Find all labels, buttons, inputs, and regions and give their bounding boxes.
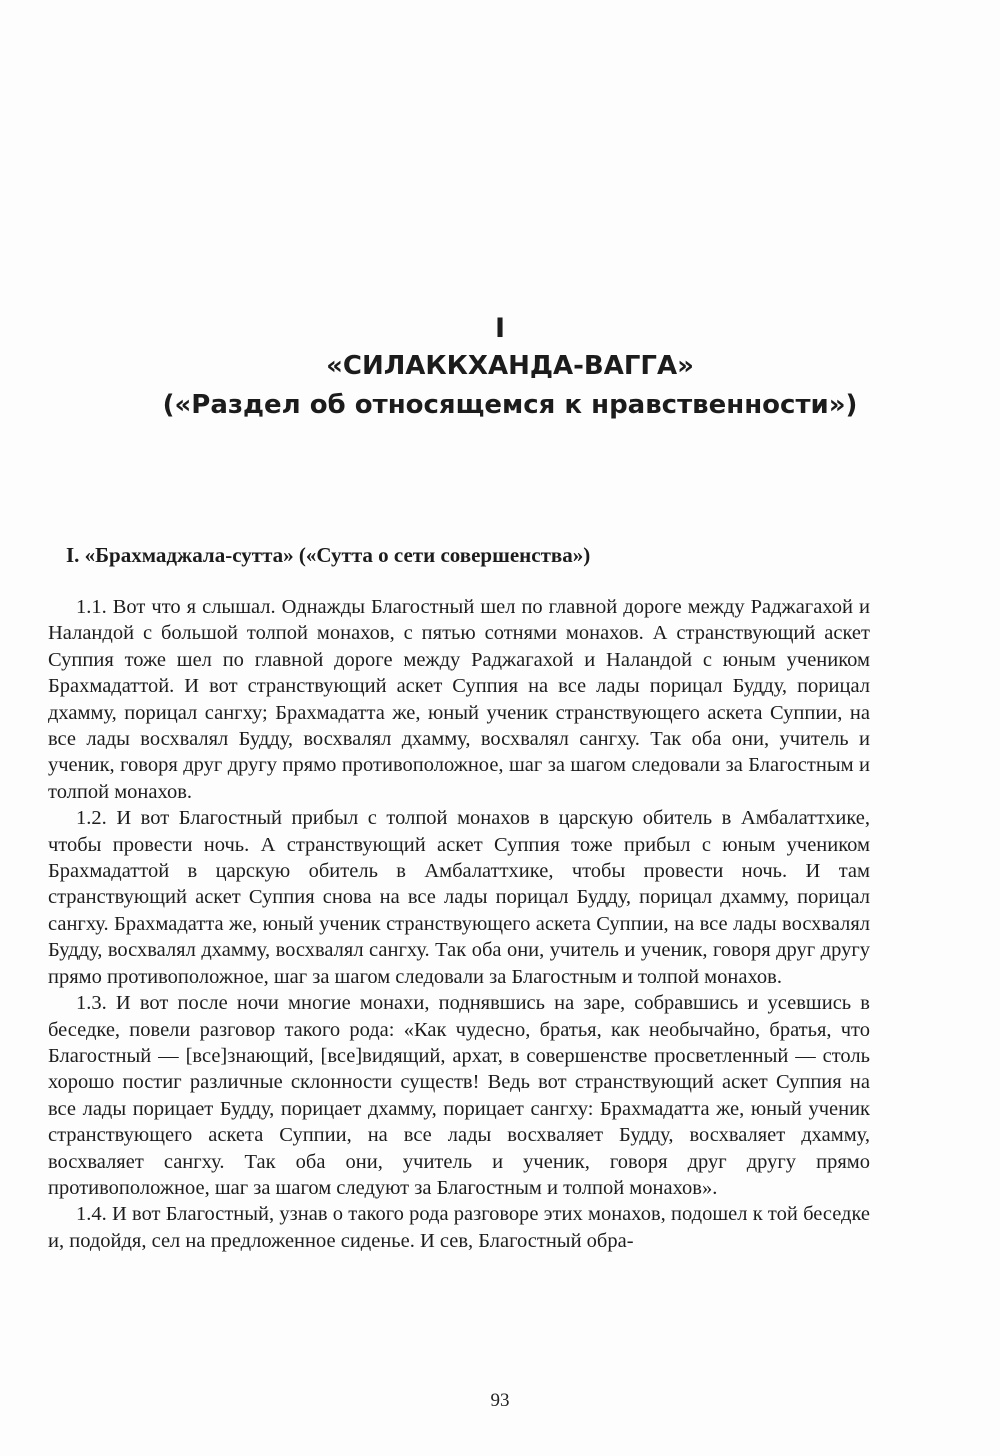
paragraph-1-2: 1.2. И вот Благостный прибыл с толпой монахов в царскую обитель в Амбалаттхике, чтобы провести ночь. А странствующий аскет Суппия тоже прибыл с юным учеником Брахмадаттой в царскую обитель в Амбалаттхике, чтобы провести ночь. И там странствующий аскет Суппия снова на все лады порицал Будду, порицал дхамму, порицал сангху. Брахмадатта же, юный ученик странствующего аскета Суппии, на все лады восхвалял Будду, восхвалял дхамму, восхвалял сангху. Так оба они, учитель и ученик, говоря друг другу прямо противоположное, шаг за шагом следовали за Благостным и толпой монахов. xyxy=(48,807,870,988)
paragraph-1-3: 1.3. И вот после ночи многие монахи, поднявшись на заре, собравшись и усевшись в беседке, повели разговор такого рода: «Как чудесно, братья, как необычайно, братья, что Благостный — [все]знающий, [все]видящий, архат, в совершенстве просветленный — столь хорошо постиг различные склонности существ! Ведь вот странствующий аскет Суппия на все лады порицает Будду, порицает дхамму, порицает сангху: Брахмадатта же, юный ученик странствующего аскета Суппии, на все лады восхваляет Будду, восхваляет дхамму, восхваляет сангху. Так оба они, учитель и ученик, говоря друг другу прямо противоположное, шаг за шагом следуют за Благостным и толпой монахов». xyxy=(48,992,870,1199)
body-text xyxy=(48,594,870,1254)
part-title: «СИЛАККХАНДА-ВАГГА» xyxy=(326,351,694,381)
sutta-title: I. «Брахмаджала-сутта» («Сутта о сети совершенства») xyxy=(66,543,591,567)
paragraph-1-1: 1.1. Вот что я слышал. Однажды Благостный шел по главной дороге между Раджагахой и Наландой с большой толпой монахов, с пятью сотнями монахов. А странствующий аскет Суппия тоже шел по главной дороге между Раджагахой и Наландой с юным учеником Брахмадаттой. И вот странствующий аскет Суппия на все лады порицал Будду, порицал дхамму, порицал сангху; Брахмадатта же, юный ученик странствующего аскета Суппии, на все лады восхвалял Будду, восхвалял дхамму, восхвалял сангху. Так оба они, учитель и ученик, говоря друг другу прямо противоположное, шаг за шагом следовали за Благостным и толпой монахов. xyxy=(48,596,870,803)
page-number: 93 xyxy=(490,1390,510,1411)
part-header xyxy=(0,312,1000,424)
part-subtitle: («Раздел об относящемся к нравственности») xyxy=(162,390,858,420)
part-number: I xyxy=(494,313,506,344)
paragraph-1-4: 1.4. И вот Благостный, узнав о такого рода разговоре этих монахов, подошел к той беседке и, подойдя, сел на предложенное сиденье. И сев, Благостный обра- xyxy=(48,1203,870,1252)
